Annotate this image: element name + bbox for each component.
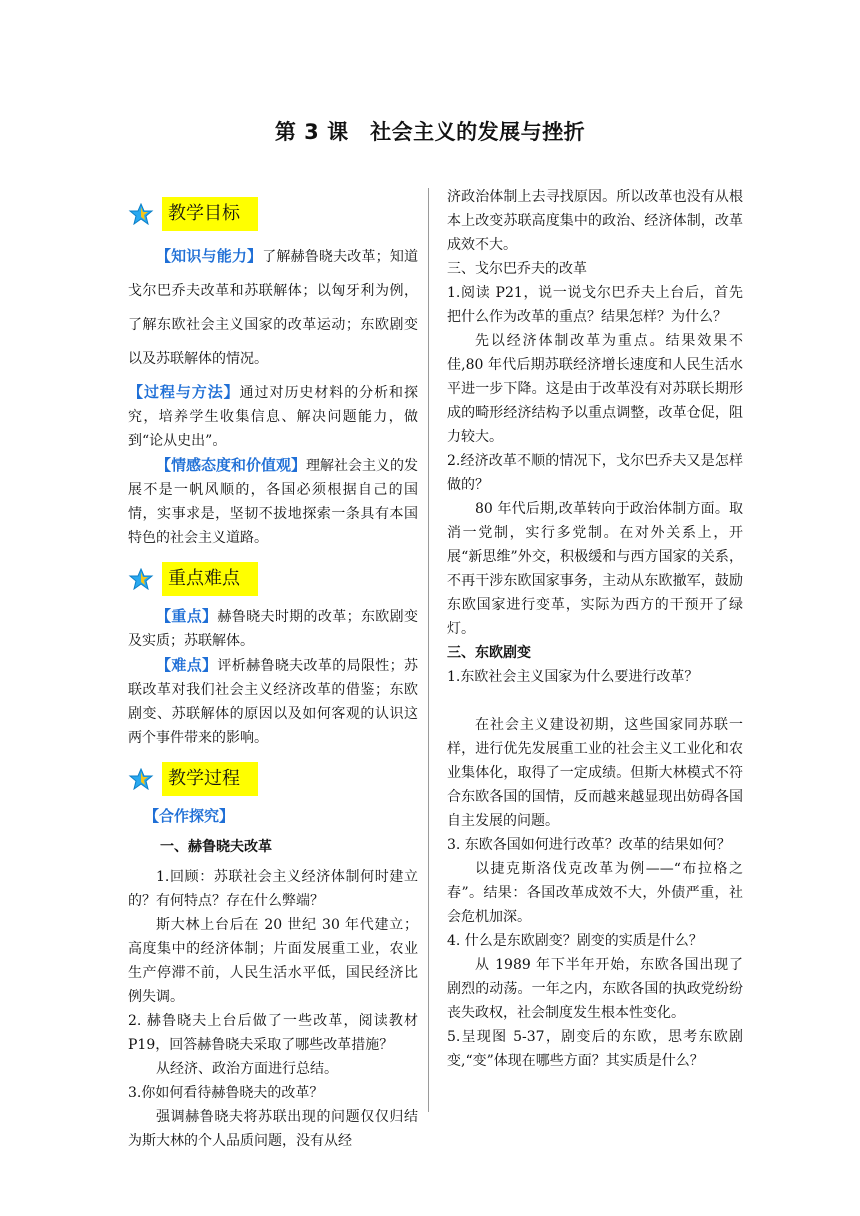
coop-label: 【合作探究】 xyxy=(144,807,235,825)
question-2: 2. 赫鲁晓夫上台后做了一些改革，阅读教材 P19，回答赫鲁晓夫采取了哪些改革措施？ xyxy=(128,1013,418,1053)
keypoints-heading: 重点难点 xyxy=(162,562,258,596)
question-5: 2.经济改革不顺的情况下，戈尔巴乔夫又是怎样做的？ xyxy=(447,453,743,493)
question-9: 5.呈现图 5-37，剧变后的东欧，思考东欧剧变,“变”体现在哪些方面？其实质是什么？ xyxy=(447,1029,743,1069)
answer-8: 从 1989 年下半年开始，东欧各国出现了剧烈的动荡。一年之内，东欧各国的执政党纷纷丧失政权，社会制度发生根本性变化。 xyxy=(447,957,743,1021)
knowledge-paragraph xyxy=(128,239,418,376)
question-1: 1.回顾：苏联社会主义经济体制何时建立的？有何特点？存在什么弊端？ xyxy=(128,869,418,909)
answer-5: 80 年代后期,改革转向于政治体制方面。取消一党制，实行多党制。在对外关系上，开展“新思维”外交，积极缓和与西方国家的关系，不再干涉东欧国家事务，主动从东欧撤军，鼓励东欧国家进行变革，实际为西方的干预开了绿灯。 xyxy=(447,501,743,637)
answer-4: 先以经济体制改革为重点。结果效果不佳,80 年代后期苏联经济增长速度和人民生活水平进一步下降。这是由于改革没有对苏联长期形成的畸形经济结构予以重点调整，改革仓促，阻力较大。 xyxy=(447,333,743,445)
right-column xyxy=(447,185,743,1073)
section-heading-goals xyxy=(128,197,418,231)
blank-line xyxy=(447,689,743,713)
answer-6: 在社会主义建设初期，这些国家同苏联一样，进行优先发展重工业的社会主义工业化和农业集体化，取得了一定成绩。但斯大林模式不符合东欧各国的国情，反而越来越显现出妨碍各国自主发展的问题。 xyxy=(447,717,743,829)
answer-1: 斯大林上台后在 20 世纪 30 年代建立；高度集中的经济体制；片面发展重工业，农业生产停滞不前，人民生活水平低，国民经济比例失调。 xyxy=(128,917,418,1005)
key-paragraph xyxy=(128,604,418,653)
star-icon xyxy=(128,568,154,590)
page-title: 第 3 课 社会主义的发展与挫折 xyxy=(274,120,586,144)
process-heading: 教学过程 xyxy=(162,762,258,796)
attitude-label: 【情感态度和价值观】 xyxy=(156,456,307,474)
coop-label-line xyxy=(128,804,418,829)
left-column xyxy=(128,185,418,1153)
question-7: 3. 东欧各国如何进行改革？改革的结果如何？ xyxy=(447,837,731,853)
answer-3: 强调赫鲁晓夫将苏联出现的问题仅仅归结为斯大林的个人品质问题，没有从经 xyxy=(128,1109,418,1149)
process-paragraph xyxy=(128,380,418,453)
attitude-text: 理解社会主义的发展不是一帆风顺的，各国必须根据自己的国情，实事求是，坚韧不拔地探索一条具有本国特色的社会主义道路。 xyxy=(128,458,419,546)
difficulty-paragraph xyxy=(128,653,418,750)
process-label: 【过程与方法】 xyxy=(128,383,240,401)
answer-7: 以捷克斯洛伐克改革为例——“布拉格之春”。结果：各国改革成效不大，外债严重，社会危机加深。 xyxy=(447,861,743,925)
difficulty-text: 评析赫鲁晓夫改革的局限性；苏联改革对我们社会主义经济改革的借鉴；东欧剧变、苏联解体的原因以及如何客观的认识这两个事件带来的影响。 xyxy=(128,658,418,746)
knowledge-label: 【知识与能力】 xyxy=(156,247,263,265)
section-heading-process xyxy=(128,762,418,796)
difficulty-label: 【难点】 xyxy=(156,656,218,674)
star-icon xyxy=(128,203,154,225)
answer-2: 从经济、政治方面进行总结。 xyxy=(156,1061,338,1077)
question-3: 3.你如何看待赫鲁晓夫的改革？ xyxy=(128,1085,324,1101)
question-6: 1.东欧社会主义国家为什么要进行改革？ xyxy=(447,669,699,685)
knowledge-text: 了解赫鲁晓夫改革；知道戈尔巴乔夫改革和苏联解体；以匈牙利为例，了解东欧社会主义国家的改革运动；东欧剧变以及苏联解体的情况。 xyxy=(128,249,418,367)
section-1-title: 一、赫鲁晓夫改革 xyxy=(160,839,272,855)
column-divider xyxy=(428,188,429,1112)
question-8: 4. 什么是东欧剧变？剧变的实质是什么？ xyxy=(447,933,703,949)
goals-heading: 教学目标 xyxy=(162,197,258,231)
section-3-title: 三、戈尔巴乔夫的改革 xyxy=(447,261,587,277)
section-4-title: 三、东欧剧变 xyxy=(447,645,531,661)
question-4: 1.阅读 P21，说一说戈尔巴乔夫上台后，首先把什么作为改革的重点？结果怎样？为什么？ xyxy=(447,285,743,325)
key-text: 赫鲁晓夫时期的改革；东欧剧变及实质；苏联解体。 xyxy=(128,609,418,649)
section-heading-keypoints xyxy=(128,562,418,596)
answer-3-continued: 济政治体制上去寻找原因。所以改革也没有从根本上改变苏联高度集中的政治、经济体制，改革成效不大。 xyxy=(447,189,743,253)
attitude-paragraph xyxy=(128,453,418,550)
star-icon xyxy=(128,768,154,790)
key-label: 【重点】 xyxy=(156,607,218,625)
process-text: 通过对历史材料的分析和探究，培养学生收集信息、解决问题能力，做到“论从史出”。 xyxy=(128,385,418,449)
